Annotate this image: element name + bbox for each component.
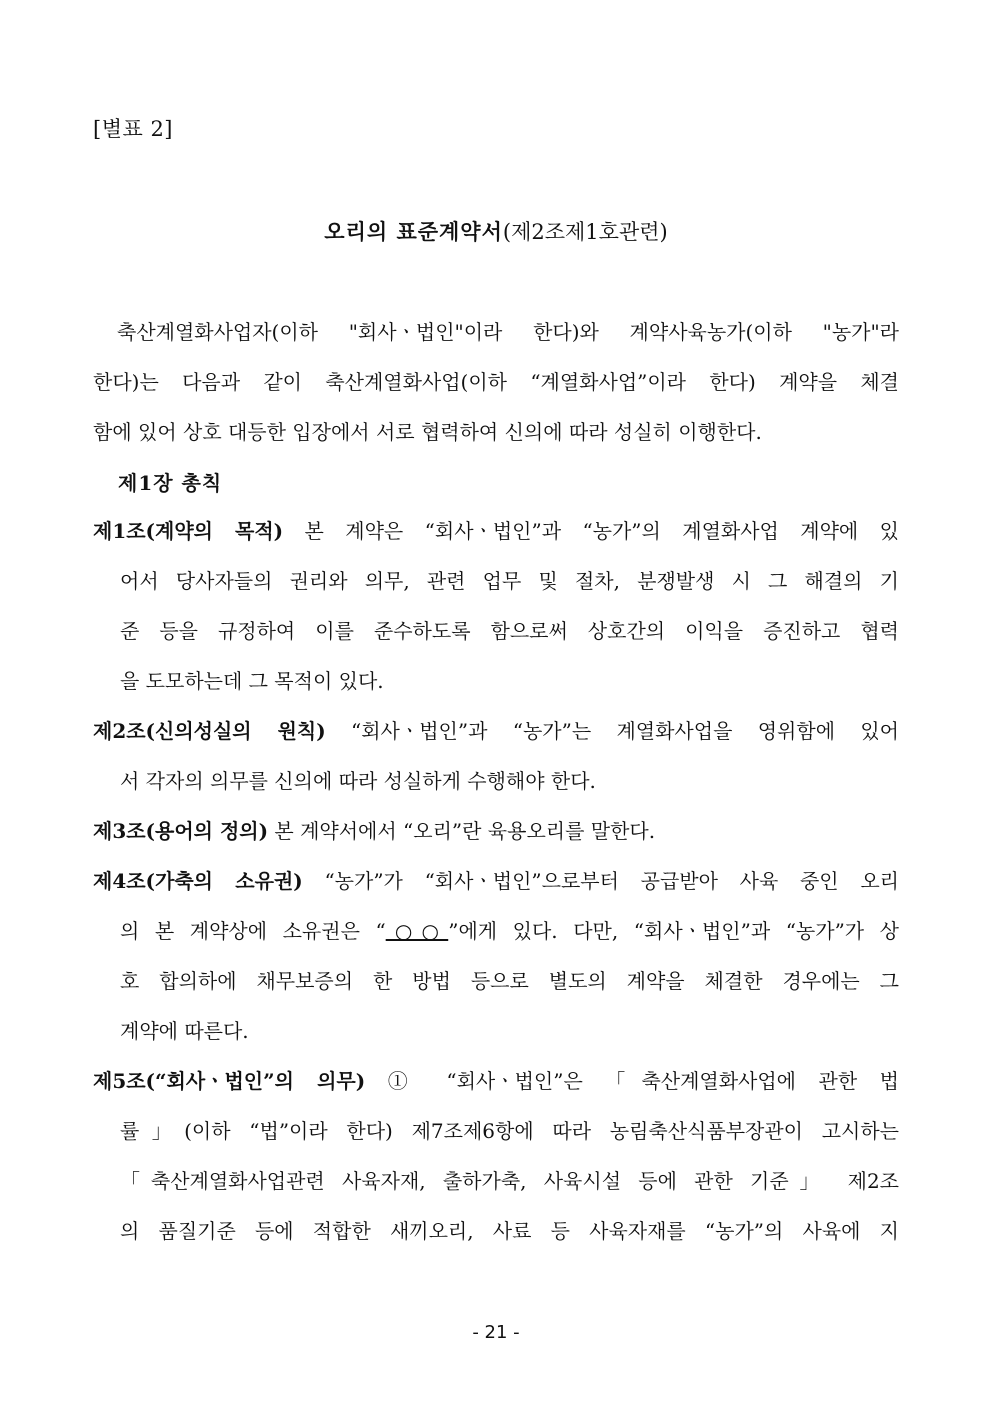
article-line: 률」(이하 “법”이라 한다) 제7조제6항에 따라 농림축산식품부장관이 고시하는 [120, 1119, 899, 1143]
article-text: “회사ㆍ법인”과 “농가”는 계열화사업을 영위함에 있어 [325, 719, 899, 743]
article-line: 준 등을 규정하여 이를 준수하도록 함으로써 상호간의 이익을 증진하고 협력 [120, 619, 899, 643]
article-line: 을 도모하는데 그 목적이 있다. [120, 669, 384, 693]
preamble-line: 한다)는 다음과 같이 축산계열화사업(이하 “계열화사업”이라 한다) 계약을 체결 [93, 370, 899, 394]
article-line: 「축산계열화사업관련 사육자재, 출하가축, 사육시설 등에 관한 기준」 제2조 [120, 1169, 899, 1193]
owner-placeholder: ○○ [385, 919, 449, 943]
article-line: 호 합의하에 채무보증의 한 방법 등으로 별도의 계약을 체결한 경우에는 그 [120, 969, 899, 993]
title-main: 오리의 표준계약서 [324, 219, 503, 244]
title-sub: (제2조제1호관련) [502, 220, 668, 244]
article-text: “농가”가 “회사ㆍ법인”으로부터 공급받아 사육 중인 오리 [302, 869, 899, 893]
article-heading: 제5조(“회사ㆍ법인”의 의무) [93, 1069, 366, 1093]
article-text: 본 계약은 “회사ㆍ법인”과 “농가”의 계열화사업 계약에 있 [283, 519, 899, 543]
article-text: ”에게 있다. 다만, “회사ㆍ법인”과 “농가”가 상 [448, 919, 899, 943]
article-text: ① “회사ㆍ법인”은 「축산계열화사업에 관한 법 [365, 1069, 899, 1093]
article-line: 의 품질기준 등에 적합한 새끼오리, 사료 등 사육자재를 “농가”의 사육에 지 [120, 1219, 899, 1243]
preamble-line: 축산계열화사업자(이하 "회사ㆍ법인"이라 한다)와 계약사육농가(이하 "농가"라 [117, 320, 899, 344]
article-4-first-line [93, 867, 899, 895]
page-number: - 21 - [472, 1322, 520, 1343]
article-1-first-line [93, 517, 899, 545]
article-3-line [93, 817, 899, 845]
article-line: 서 각자의 의무를 신의에 따라 성실하게 수행해야 한다. [120, 769, 596, 793]
article-line: 어서 당사자들의 권리와 의무, 관련 업무 및 절차, 분쟁발생 시 그 해결의 기 [120, 569, 899, 593]
article-text: 의 본 계약상에 소유권은 “ [120, 919, 386, 943]
article-heading: 제1조(계약의 목적) [93, 519, 284, 543]
preamble-line: 함에 있어 상호 대등한 입장에서 서로 협력하여 신의에 따라 성실히 이행한다. [93, 420, 762, 444]
article-line: 계약에 따른다. [120, 1019, 249, 1043]
article-heading: 제2조(신의성실의 원칙) [93, 719, 326, 743]
article-heading: 제4조(가축의 소유권) [93, 869, 303, 893]
article-heading: 제3조(용어의 정의) [93, 819, 269, 843]
article-5-first-line [93, 1067, 899, 1095]
appendix-tag: [별표 2] [93, 117, 173, 141]
article-line [120, 917, 899, 945]
article-2-first-line [93, 717, 899, 745]
chapter-title: 제1장 총칙 [118, 471, 223, 495]
document-title [0, 216, 992, 246]
article-text: 본 계약서에서 “오리”란 육용오리를 말한다. [268, 819, 656, 843]
